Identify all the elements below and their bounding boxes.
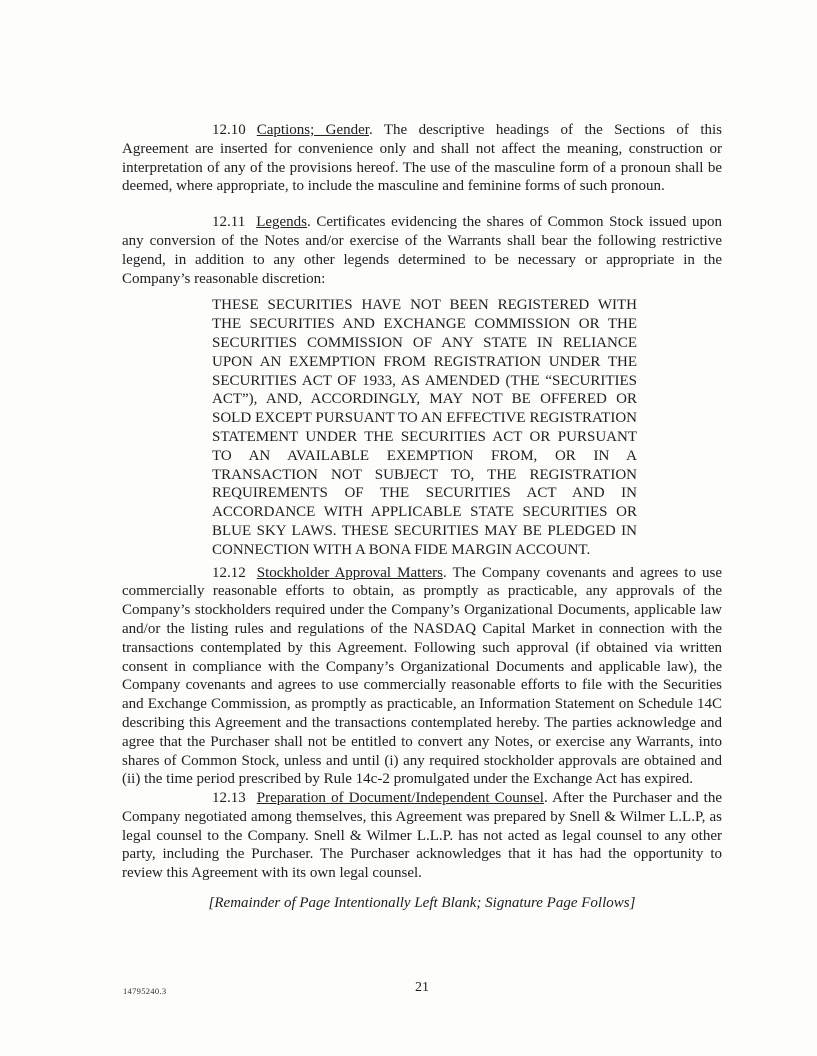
section-title: Legends xyxy=(256,214,308,231)
section-title-period: . xyxy=(368,122,373,138)
section-12-11-paragraph xyxy=(122,213,722,288)
section-number: 12.12 xyxy=(212,564,246,581)
remainder-notice: [Remainder of Page Intentionally Left Blank; Signature Page Follows] xyxy=(208,895,636,912)
section-title: Captions; Gender xyxy=(256,122,369,138)
section-title: Stockholder Approval Matters xyxy=(256,564,443,581)
section-body: The descriptive headings of the Sections of this Agreement are inserted for convenience only and shall not affect the meaning, construction or interpretation of any of the provisions hereof. The use of the masculine form of a pronoun shall be deemed, where appropriate, to include the masculine and feminine forms of such pronoun. xyxy=(122,122,722,195)
section-12-12-paragraph xyxy=(122,564,722,790)
securities-legend-block: THESE SECURITIES HAVE NOT BEEN REGISTERED WITH THE SECURITIES AND EXCHANGE COMMISSION OR THE SECURITIES COMMISSION OF ANY STATE IN RELIANCE UPON AN EXEMPTION FROM REGISTRATION UNDER THE SECURITIES ACT OF 1933, AS AMENDED (THE “SECURITIES ACT”), AND, ACCORDINGLY, MAY NOT BE OFFERED OR SOLD EXCEPT PURSUANT TO AN EFFECTIVE REGISTRATION STATEMENT UNDER THE SECURITIES ACT OR PURSUANT TO AN AVAILABLE EXEMPTION FROM, OR IN A TRANSACTION NOT SUBJECT TO, THE REGISTRATION REQUIREMENTS OF THE SECURITIES ACT AND IN ACCORDANCE WITH APPLICABLE STATE SECURITIES OR BLUE SKY LAWS. THESE SECURITIES MAY BE PLEDGED IN CONNECTION WITH A BONA FIDE MARGIN ACCOUNT. xyxy=(212,297,637,558)
section-number: 12.11 xyxy=(212,214,246,231)
section-title-period: . xyxy=(543,790,548,807)
section-title: Preparation of Document/Independent Counsel xyxy=(256,790,544,807)
section-number: 12.13 xyxy=(212,790,246,807)
section-title-period: . xyxy=(442,564,447,581)
section-number: 12.10 xyxy=(212,122,246,138)
section-body: The Company covenants and agrees to use commercially reasonable efforts to obtain, as promptly as practicable, any approvals of the Company’s stockholders required under the Company’s Organizational Documents, applicable law and/or the listing rules and regulations of the NASDAQ Capital Market in connection with the transactions contemplated by this Agreement. Following such approval (if obtained via written consent in compliance with the Company’s Organizational Documents and applicable law), the Company covenants and agrees to use commercially reasonable efforts to file with the Securities and Exchange Commission, as promptly as practicable, an Information Statement on Schedule 14C describing this Agreement and the transactions contemplated hereby. The parties acknowledge and agree that the Purchaser shall not be entitled to convert any Notes, or exercise any Warrants, into shares of Common Stock, unless and until (i) any required stockholder approvals are obtained and (ii) the time period prescribed by Rule 14c-2 promulgated under the Exchange Act has expired. xyxy=(122,564,722,788)
section-12-10-paragraph xyxy=(122,121,722,196)
section-12-13-paragraph xyxy=(122,789,722,883)
page-content xyxy=(122,121,722,913)
footer-document-number: 14795240.3 xyxy=(123,986,167,996)
section-body: After the Purchaser and the Company negotiated among themselves, this Agreement was prepared by Snell & Wilmer L.L.P, as legal counsel to the Company. Snell & Wilmer L.L.P. has not acted as legal counsel to any other party, including the Purchaser. The Purchaser acknowledges that it has had the opportunity to review this Agreement with its own legal counsel. xyxy=(122,790,722,882)
section-title-period: . xyxy=(307,214,311,231)
section-body: Certificates evidencing the shares of Common Stock issued upon any conversion of the Notes and/or exercise of the Warrants shall bear the following restrictive legend, in addition to any other legends determined to be necessary or appropriate in the Company’s reasonable discretion: xyxy=(122,214,722,287)
page-number: 21 xyxy=(415,980,429,995)
